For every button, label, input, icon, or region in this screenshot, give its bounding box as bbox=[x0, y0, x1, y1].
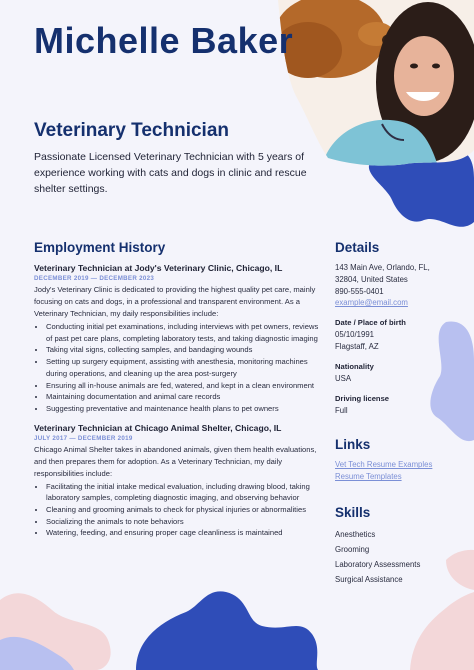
job-entry bbox=[34, 263, 324, 415]
address-line-1: 143 Main Ave, Orlando, FL, bbox=[335, 263, 430, 272]
link-resume-templates[interactable]: Resume Templates bbox=[335, 472, 402, 482]
birth-date: 05/10/1991 bbox=[335, 330, 375, 340]
bottom-left-lavender-blob bbox=[0, 637, 74, 670]
bottom-center-blob bbox=[136, 591, 318, 670]
page-title bbox=[34, 22, 293, 60]
links-heading: Links bbox=[335, 437, 371, 453]
employment-section bbox=[34, 240, 324, 547]
skill-item: Grooming bbox=[335, 544, 370, 554]
link-vet-tech-resume-examples[interactable]: Vet Tech Resume Examples bbox=[335, 460, 433, 470]
job-description: Jody's Veterinary Clinic is dedicated to providing the highest quality pet care, mainly focusing on cats and dogs, in a professional and transparent environment. As a Veterinary Technician, my daily responsibilities include: bbox=[34, 285, 316, 318]
address-line-2: 32804, United States bbox=[335, 274, 408, 284]
woman-face bbox=[394, 36, 454, 116]
bottom-left-pink-blob bbox=[0, 593, 111, 670]
list-item: • Setting up surgery equipment, assisting with anesthesia, monitoring machines during operations, and cleaning up the area post-surgery bbox=[46, 356, 324, 379]
job-responsibilities bbox=[34, 481, 324, 540]
details-section bbox=[335, 240, 450, 416]
sidebar bbox=[335, 240, 450, 587]
list-item: • Conducting initial pet examinations, including interviews with pet owners, reviews of past pet care plans, completing laboratory tests, and taking diagnostic imaging bbox=[46, 321, 324, 344]
list-item: • Watering, feeding, and ensuring proper cage cleanliness is maintained bbox=[46, 527, 324, 539]
links-section bbox=[335, 437, 450, 483]
job-entry bbox=[34, 423, 324, 540]
list-item: • Maintaining documentation and animal care records bbox=[46, 391, 324, 403]
employment-heading: Employment History bbox=[34, 240, 166, 255]
details-heading: Details bbox=[335, 240, 380, 255]
nationality-label: Nationality bbox=[335, 361, 374, 371]
profile-photo bbox=[278, 0, 474, 166]
job-description: Chicago Animal Shelter takes in abandoned animals, given them health evaluations, and then prepares them for adoption. As a Veterinary Technician, my daily responsibilities include: bbox=[34, 444, 317, 478]
birth-label: Date / Place of birth bbox=[335, 318, 406, 328]
driving-license-label: Driving license bbox=[335, 393, 390, 403]
job-responsibilities bbox=[34, 321, 324, 415]
candidate-name: Michelle Baker bbox=[34, 20, 294, 61]
bottom-right-pink-blob-small bbox=[446, 550, 474, 590]
job-dates: DECEMBER 2019 — DECEMBER 2023 bbox=[34, 275, 155, 282]
job-heading: Veterinary Technician at Chicago Animal Shelter, Chicago, IL bbox=[34, 422, 282, 433]
nationality-value: USA bbox=[335, 373, 352, 383]
skill-item: Anesthetics bbox=[335, 529, 376, 539]
job-dates: JULY 2017 — DECEMBER 2019 bbox=[34, 434, 133, 442]
candidate-job-title: Veterinary Technician bbox=[34, 120, 230, 141]
email-link[interactable]: example@email.com bbox=[335, 298, 408, 308]
skill-item: Laboratory Assessments bbox=[335, 559, 421, 569]
job-heading: Veterinary Technician at Jody's Veterinary Clinic, Chicago, IL bbox=[34, 263, 283, 273]
skill-item: Surgical Assistance bbox=[335, 574, 403, 584]
bottom-right-pink-blob bbox=[410, 592, 474, 670]
list-item: • Ensuring all in-house animals are fed, watered, and kept in a clean environment bbox=[46, 380, 324, 392]
profile-summary: Passionate Licensed Veterinary Technician with 5 years of experience working with cats and dogs in clinic and rescue shelter settings. bbox=[34, 151, 307, 195]
skills-heading: Skills bbox=[335, 504, 371, 520]
birth-place: Flagstaff, AZ bbox=[335, 341, 379, 351]
list-item: • Socializing the animals to note behaviors bbox=[46, 516, 324, 528]
list-item: • Taking vital signs, collecting samples, and bandaging wounds bbox=[46, 344, 324, 356]
skills-section bbox=[335, 505, 450, 587]
phone-number: 890-555-0401 bbox=[335, 286, 384, 296]
list-item: • Cleaning and grooming animals to check for physical injuries or abnormalities bbox=[46, 504, 324, 516]
list-item: • Suggesting preventative and maintenance health plans to pet owners bbox=[46, 403, 324, 415]
list-item: • Facilitating the initial intake medical evaluation, including drawing blood, taking laboratory samples, completing diagnostic imaging, and observing behavior bbox=[46, 481, 324, 504]
driving-license-value: Full bbox=[335, 405, 348, 415]
